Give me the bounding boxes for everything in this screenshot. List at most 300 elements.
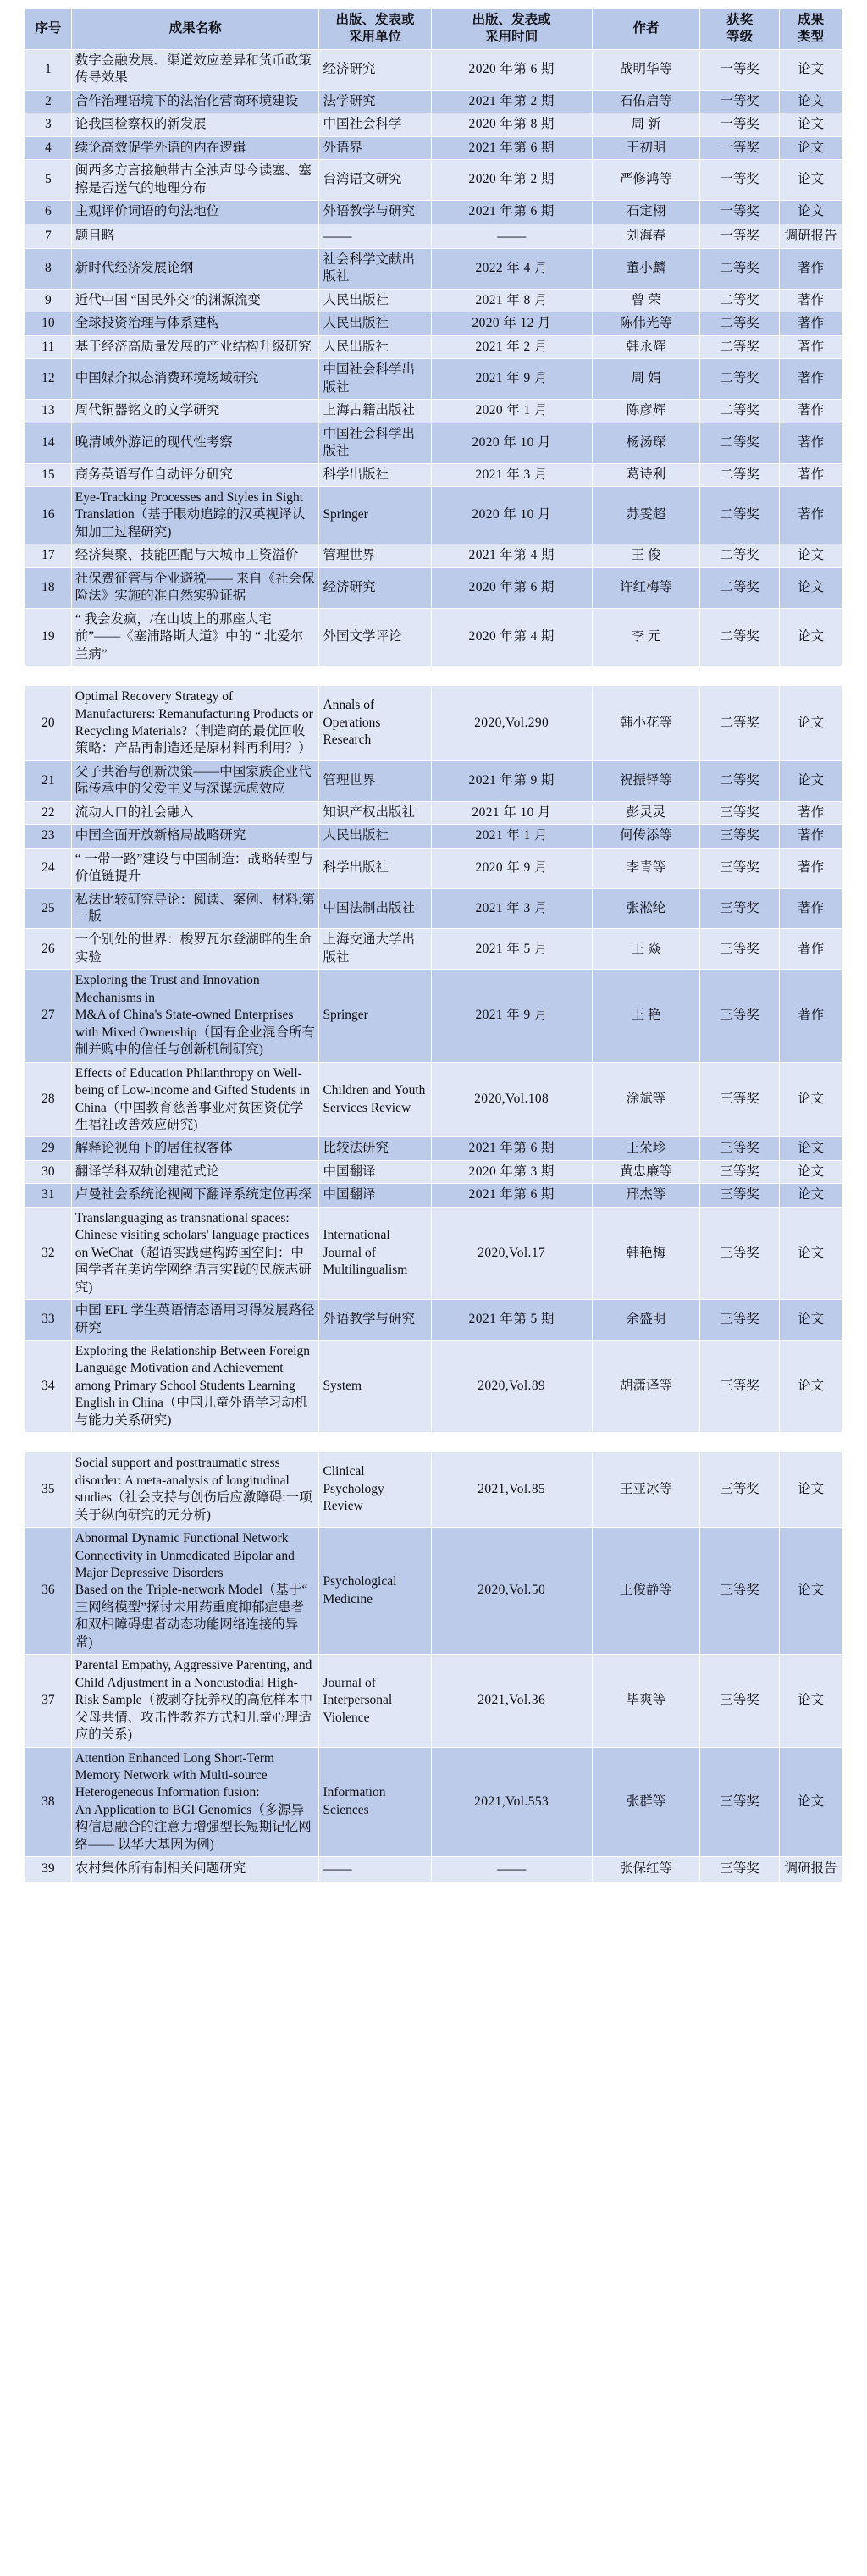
cell-time: 2021 年 1 月 [431,825,592,848]
cell-title: 基于经济高质量发展的产业结构升级研究 [71,335,319,358]
cell-type: 论文 [780,201,842,224]
cell-type: 论文 [780,1452,842,1528]
cell-type: 论文 [780,1184,842,1207]
cell-time: 2021 年第 5 期 [431,1300,592,1341]
cell-pub: 法学研究 [319,90,431,113]
cell-pub: 人民出版社 [319,335,431,358]
cell-time: 2021 年 2 月 [431,335,592,358]
awards-table-1 [25,8,842,666]
cell-author: 杨汤琛 [592,423,699,463]
cell-time: 2020,Vol.108 [431,1062,592,1137]
cell-no: 15 [25,463,72,486]
cell-time: 2021 年第 6 期 [431,201,592,224]
table-row [25,1452,842,1528]
cell-no: 2 [25,90,72,113]
table-row [25,1207,842,1299]
column-header-6: 成果 类型 [780,9,842,50]
cell-author: 战明华等 [592,49,699,90]
cell-level: 一等奖 [700,201,780,224]
cell-type: 论文 [780,544,842,567]
cell-no: 31 [25,1184,72,1207]
cell-author: 毕爽等 [592,1655,699,1747]
cell-title: 中国全面开放新格局战略研究 [71,825,319,848]
table-row [25,160,842,201]
cell-no: 7 [25,224,72,248]
cell-pub: 管理世界 [319,544,431,567]
cell-title: 私法比较研究导论：阅读、案例、材料:第一版 [71,888,319,929]
cell-no: 11 [25,335,72,358]
cell-no: 13 [25,400,72,423]
cell-author: 曾 荣 [592,289,699,312]
cell-pub: Information Sciences [319,1747,431,1857]
cell-level: 二等奖 [700,248,780,289]
cell-type: 著作 [780,970,842,1062]
cell-time: 2021 年第 6 期 [431,1137,592,1160]
cell-type: 论文 [780,686,842,761]
cell-type: 论文 [780,567,842,608]
cell-no: 21 [25,760,72,801]
cell-title: Social support and posttraumatic stress disorder: A meta-analysis of longitudinal studies（社会支持与创伤后应激障碍:一项关于纵向研究的元分析) [71,1452,319,1528]
cell-pub: —— [319,1857,431,1882]
cell-no: 25 [25,888,72,929]
cell-level: 二等奖 [700,335,780,358]
cell-pub: 中国法制出版社 [319,888,431,929]
cell-type: 著作 [780,825,842,848]
cell-pub: 中国社会科学 [319,113,431,136]
table-row [25,113,842,136]
cell-no: 32 [25,1207,72,1299]
cell-no: 37 [25,1655,72,1747]
cell-level: 三等奖 [700,825,780,848]
cell-time: 2020 年第 6 期 [431,567,592,608]
cell-title: 翻译学科双轨创建范式论 [71,1160,319,1183]
cell-type: 论文 [780,113,842,136]
cell-author: 王 俊 [592,544,699,567]
cell-pub: 科学出版社 [319,463,431,486]
table-row [25,335,842,358]
cell-level: 二等奖 [700,608,780,666]
cell-title: 续论高效促学外语的内在逻辑 [71,136,319,159]
cell-type: 论文 [780,90,842,113]
cell-no: 8 [25,248,72,289]
cell-title: “ 一带一路”建设与中国制造：战略转型与价值链提升 [71,848,319,888]
cell-author: 王 艳 [592,970,699,1062]
cell-pub: Clinical Psychology Review [319,1452,431,1528]
cell-title: 父子共治与创新决策——中国家族企业代际传承中的父爱主义与深谋远虑效应 [71,760,319,801]
cell-no: 39 [25,1857,72,1882]
cell-type: 调研报告 [780,1857,842,1882]
cell-no: 5 [25,160,72,201]
cell-level: 三等奖 [700,1300,780,1341]
table-row [25,970,842,1062]
cell-no: 33 [25,1300,72,1341]
cell-pub: 上海交通大学出版社 [319,929,431,970]
cell-title: Translanguaging as transnational spaces: Chinese visiting scholars' language practices on WeChat（超语实践建构跨国空间：中国学者在美访学网络语言实践的民族志研究) [71,1207,319,1299]
cell-pub: System [319,1341,431,1433]
cell-title: 社保费征管与企业避税—— 来自《社会保险法》实施的准自然实验证据 [71,567,319,608]
cell-time: 2021 年 5 月 [431,929,592,970]
cell-no: 26 [25,929,72,970]
cell-level: 二等奖 [700,312,780,335]
cell-level: 二等奖 [700,400,780,423]
cell-time: 2021 年 8 月 [431,289,592,312]
cell-author: 李 元 [592,608,699,666]
cell-author: 涂斌等 [592,1062,699,1137]
cell-no: 16 [25,486,72,544]
cell-title: 周代铜器铭文的文学研究 [71,400,319,423]
cell-pub: Children and Youth Services Review [319,1062,431,1137]
cell-author: 李青等 [592,848,699,888]
cell-level: 三等奖 [700,848,780,888]
cell-type: 著作 [780,312,842,335]
cell-type: 论文 [780,49,842,90]
cell-level: 三等奖 [700,1655,780,1747]
cell-level: 二等奖 [700,486,780,544]
table-row [25,1062,842,1137]
cell-no: 27 [25,970,72,1062]
table-row [25,929,842,970]
cell-pub: International Journal of Multilingualism [319,1207,431,1299]
cell-type: 著作 [780,359,842,400]
cell-title: 主观评价词语的句法地位 [71,201,319,224]
cell-type: 论文 [780,1747,842,1857]
cell-no: 1 [25,49,72,90]
cell-time: 2020 年 10 月 [431,486,592,544]
cell-title: 合作治理语境下的法治化营商环境建设 [71,90,319,113]
cell-pub: 中国社会科学出版社 [319,423,431,463]
cell-author: 周 娟 [592,359,699,400]
table-row [25,400,842,423]
cell-level: 一等奖 [700,113,780,136]
cell-author: 韩永辉 [592,335,699,358]
cell-author: 陈伟光等 [592,312,699,335]
cell-author: 严修鸿等 [592,160,699,201]
cell-time: 2020,Vol.17 [431,1207,592,1299]
cell-time: 2022 年 4 月 [431,248,592,289]
cell-pub: Psychological Medicine [319,1528,431,1655]
cell-level: 三等奖 [700,1857,780,1882]
cell-time: 2020 年第 6 期 [431,49,592,90]
cell-pub: Springer [319,970,431,1062]
table-row [25,224,842,248]
table-row [25,312,842,335]
cell-no: 20 [25,686,72,761]
cell-no: 14 [25,423,72,463]
cell-title: Exploring the Trust and Innovation Mechanisms in M&A of China's State-owned Enterprises with Mixed Ownership（国有企业混合所有制并购中的信任与创新机制研究) [71,970,319,1062]
cell-author: 董小麟 [592,248,699,289]
cell-time: 2021 年 10 月 [431,801,592,824]
table-row [25,1184,842,1207]
cell-time: 2020,Vol.290 [431,686,592,761]
cell-author: 许红梅等 [592,567,699,608]
cell-author: 葛诗利 [592,463,699,486]
table-row [25,544,842,567]
cell-author: 苏雯超 [592,486,699,544]
cell-level: 三等奖 [700,801,780,824]
cell-pub: 知识产权出版社 [319,801,431,824]
cell-title: Eye-Tracking Processes and Styles in Sight Translation（基于眼动追踪的汉英视译认知加工过程研究) [71,486,319,544]
cell-no: 23 [25,825,72,848]
cell-title: 商务英语写作自动评分研究 [71,463,319,486]
cell-author: 黄忠廉等 [592,1160,699,1183]
cell-type: 著作 [780,929,842,970]
cell-author: 王亚冰等 [592,1452,699,1528]
awards-table-container [25,0,842,1882]
cell-title: 卢曼社会系统论视阈下翻译系统定位再探 [71,1184,319,1207]
cell-author: 余盛明 [592,1300,699,1341]
cell-level: 三等奖 [700,1341,780,1433]
cell-no: 12 [25,359,72,400]
cell-time: 2021 年 3 月 [431,888,592,929]
cell-pub: 中国社会科学出版社 [319,359,431,400]
cell-pub: Springer [319,486,431,544]
cell-time: 2021 年 9 月 [431,970,592,1062]
cell-level: 二等奖 [700,463,780,486]
cell-title: 近代中国 “国民外交”的渊源流变 [71,289,319,312]
cell-type: 论文 [780,1160,842,1183]
table-row [25,1160,842,1183]
cell-level: 三等奖 [700,1528,780,1655]
cell-level: 一等奖 [700,49,780,90]
cell-time: 2021,Vol.36 [431,1655,592,1747]
cell-level: 三等奖 [700,1160,780,1183]
cell-level: 二等奖 [700,760,780,801]
table-row [25,1857,842,1882]
cell-type: 论文 [780,760,842,801]
cell-time: 2020 年 10 月 [431,423,592,463]
cell-level: 二等奖 [700,686,780,761]
cell-pub: Annals of Operations Research [319,686,431,761]
table-row [25,1528,842,1655]
cell-author: 刘海春 [592,224,699,248]
cell-no: 19 [25,608,72,666]
cell-title: Optimal Recovery Strategy of Manufacturers: Remanufacturing Products or Recycling Materials?（制造商的最优回收策略：产品再制造还是原材料再利用？） [71,686,319,761]
cell-time: —— [431,1857,592,1882]
cell-pub: 外国文学评论 [319,608,431,666]
cell-author: 祝振铎等 [592,760,699,801]
cell-level: 三等奖 [700,1747,780,1857]
table-header-row [25,9,842,50]
cell-level: 三等奖 [700,1207,780,1299]
column-header-0: 序号 [25,9,72,50]
cell-no: 28 [25,1062,72,1137]
table-row [25,136,842,159]
column-header-5: 获奖 等级 [700,9,780,50]
cell-author: 胡潇译等 [592,1341,699,1433]
cell-author: 王 焱 [592,929,699,970]
cell-title: 解释论视角下的居住权客体 [71,1137,319,1160]
cell-level: 三等奖 [700,1184,780,1207]
cell-time: 2020 年第 4 期 [431,608,592,666]
cell-no: 9 [25,289,72,312]
cell-title: 论我国检察权的新发展 [71,113,319,136]
cell-level: 三等奖 [700,1062,780,1137]
cell-time: 2020,Vol.50 [431,1528,592,1655]
cell-no: 6 [25,201,72,224]
cell-title: 一个别处的世界：梭罗瓦尔登湖畔的生命实验 [71,929,319,970]
cell-pub: —— [319,224,431,248]
cell-time: 2021 年第 6 期 [431,136,592,159]
cell-author: 周 新 [592,113,699,136]
cell-time: 2020,Vol.89 [431,1341,592,1433]
cell-author: 韩艳梅 [592,1207,699,1299]
column-header-3: 出版、发表或 采用时间 [431,9,592,50]
cell-level: 三等奖 [700,888,780,929]
cell-title: Exploring the Relationship Between Foreign Language Motivation and Achievement among Primary School Students Learning English in China（中国儿童外语学习动机与能力关系研究) [71,1341,319,1433]
cell-title: 经济集聚、技能匹配与大城市工资溢价 [71,544,319,567]
cell-time: 2021 年第 4 期 [431,544,592,567]
cell-pub: 社会科学文献出版社 [319,248,431,289]
table-row [25,760,842,801]
column-header-1: 成果名称 [71,9,319,50]
cell-author: 韩小花等 [592,686,699,761]
cell-time: —— [431,224,592,248]
cell-title: 晚清域外游记的现代性考察 [71,423,319,463]
table-row [25,567,842,608]
cell-pub: 经济研究 [319,567,431,608]
column-header-2: 出版、发表或 采用单位 [319,9,431,50]
cell-time: 2020 年 1 月 [431,400,592,423]
column-header-4: 作者 [592,9,699,50]
cell-pub: 经济研究 [319,49,431,90]
cell-time: 2021,Vol.553 [431,1747,592,1857]
cell-type: 论文 [780,1341,842,1433]
table-row [25,1300,842,1341]
cell-author: 石定栩 [592,201,699,224]
cell-title: Attention Enhanced Long Short-Term Memory Network with Multi-source Heterogeneous Information fusion: An Application to BGI Genomics（多源异构信息融合的注意力增强型长短期记忆网络—— 以华大基因为例) [71,1747,319,1857]
table-row [25,359,842,400]
table-row [25,686,842,761]
cell-pub: 科学出版社 [319,848,431,888]
cell-level: 一等奖 [700,136,780,159]
cell-time: 2020 年 9 月 [431,848,592,888]
cell-type: 著作 [780,463,842,486]
cell-pub: 人民出版社 [319,312,431,335]
cell-time: 2021 年 9 月 [431,359,592,400]
cell-title: Parental Empathy, Aggressive Parenting, and Child Adjustment in a Noncustodial High-Risk Sample（被剥夺抚养权的高危样本中父母共情、攻击性教养方式和儿童心理适应的关系) [71,1655,319,1747]
table-row [25,1655,842,1747]
cell-title: Effects of Education Philanthropy on Well-being of Low-income and Gifted Students in China（中国教育慈善事业对贫困资优学生福祉改善效应研究) [71,1062,319,1137]
table-row [25,289,842,312]
cell-time: 2021 年第 2 期 [431,90,592,113]
cell-pub: 人民出版社 [319,289,431,312]
table-row [25,248,842,289]
cell-no: 22 [25,801,72,824]
cell-pub: 中国翻译 [319,1184,431,1207]
cell-title: “ 我会发疯，/在山坡上的那座大宅前”——《塞浦路斯大道》中的 “ 北爱尔兰病” [71,608,319,666]
table-row [25,49,842,90]
cell-level: 一等奖 [700,90,780,113]
cell-author: 张保红等 [592,1857,699,1882]
cell-title: 题目略 [71,224,319,248]
cell-level: 三等奖 [700,1137,780,1160]
cell-level: 二等奖 [700,359,780,400]
table-row [25,1137,842,1160]
cell-author: 邢杰等 [592,1184,699,1207]
cell-pub: 比较法研究 [319,1137,431,1160]
table-row [25,201,842,224]
cell-author: 石佑启等 [592,90,699,113]
cell-level: 二等奖 [700,289,780,312]
cell-type: 著作 [780,486,842,544]
cell-type: 著作 [780,400,842,423]
cell-pub: 外语教学与研究 [319,201,431,224]
cell-level: 一等奖 [700,160,780,201]
cell-title: 农村集体所有制相关问题研究 [71,1857,319,1882]
cell-pub: 人民出版社 [319,825,431,848]
awards-table-2 [25,685,842,1433]
cell-no: 36 [25,1528,72,1655]
cell-title: 闽西多方言接触带古全浊声母今读塞、塞擦是否送气的地理分布 [71,160,319,201]
cell-type: 论文 [780,1528,842,1655]
cell-level: 三等奖 [700,970,780,1062]
cell-title: Abnormal Dynamic Functional Network Connectivity in Unmedicated Bipolar and Major Depressive Disorders Based on the Triple-network Model（基于“ 三网络模型”探讨未用药重度抑郁症患者和双相障碍患者动态功能网络连接的异常) [71,1528,319,1655]
awards-table-3 [25,1451,842,1882]
table-row [25,848,842,888]
cell-time: 2021 年 3 月 [431,463,592,486]
table-row [25,90,842,113]
cell-author: 彭灵灵 [592,801,699,824]
cell-type: 论文 [780,136,842,159]
cell-pub: Journal of Interpersonal Violence [319,1655,431,1747]
cell-pub: 外语界 [319,136,431,159]
cell-type: 论文 [780,1655,842,1747]
cell-no: 35 [25,1452,72,1528]
table-row [25,486,842,544]
cell-pub: 管理世界 [319,760,431,801]
cell-type: 论文 [780,1207,842,1299]
cell-type: 著作 [780,848,842,888]
table-row [25,423,842,463]
cell-pub: 上海古籍出版社 [319,400,431,423]
cell-author: 王俊静等 [592,1528,699,1655]
cell-no: 18 [25,567,72,608]
table-row [25,1341,842,1433]
table-row [25,801,842,824]
cell-author: 陈彦辉 [592,400,699,423]
table-row [25,825,842,848]
cell-title: 中国 EFL 学生英语情态语用习得发展路径研究 [71,1300,319,1341]
cell-title: 全球投资治理与体系建构 [71,312,319,335]
cell-type: 论文 [780,1062,842,1137]
cell-time: 2021 年第 6 期 [431,1184,592,1207]
cell-type: 论文 [780,160,842,201]
cell-author: 何传添等 [592,825,699,848]
cell-level: 三等奖 [700,929,780,970]
cell-no: 34 [25,1341,72,1433]
cell-time: 2021 年第 9 期 [431,760,592,801]
table-row [25,1747,842,1857]
cell-type: 论文 [780,608,842,666]
cell-type: 著作 [780,289,842,312]
table-row [25,463,842,486]
cell-no: 38 [25,1747,72,1857]
cell-author: 王初明 [592,136,699,159]
cell-type: 调研报告 [780,224,842,248]
cell-author: 张淞纶 [592,888,699,929]
cell-author: 张群等 [592,1747,699,1857]
cell-title: 数字金融发展、渠道效应差异和货币政策传导效果 [71,49,319,90]
cell-type: 论文 [780,1300,842,1341]
cell-level: 二等奖 [700,423,780,463]
table-row [25,888,842,929]
cell-no: 29 [25,1137,72,1160]
cell-level: 一等奖 [700,224,780,248]
cell-title: 新时代经济发展论纲 [71,248,319,289]
cell-time: 2020 年第 2 期 [431,160,592,201]
cell-type: 著作 [780,801,842,824]
table-row [25,608,842,666]
